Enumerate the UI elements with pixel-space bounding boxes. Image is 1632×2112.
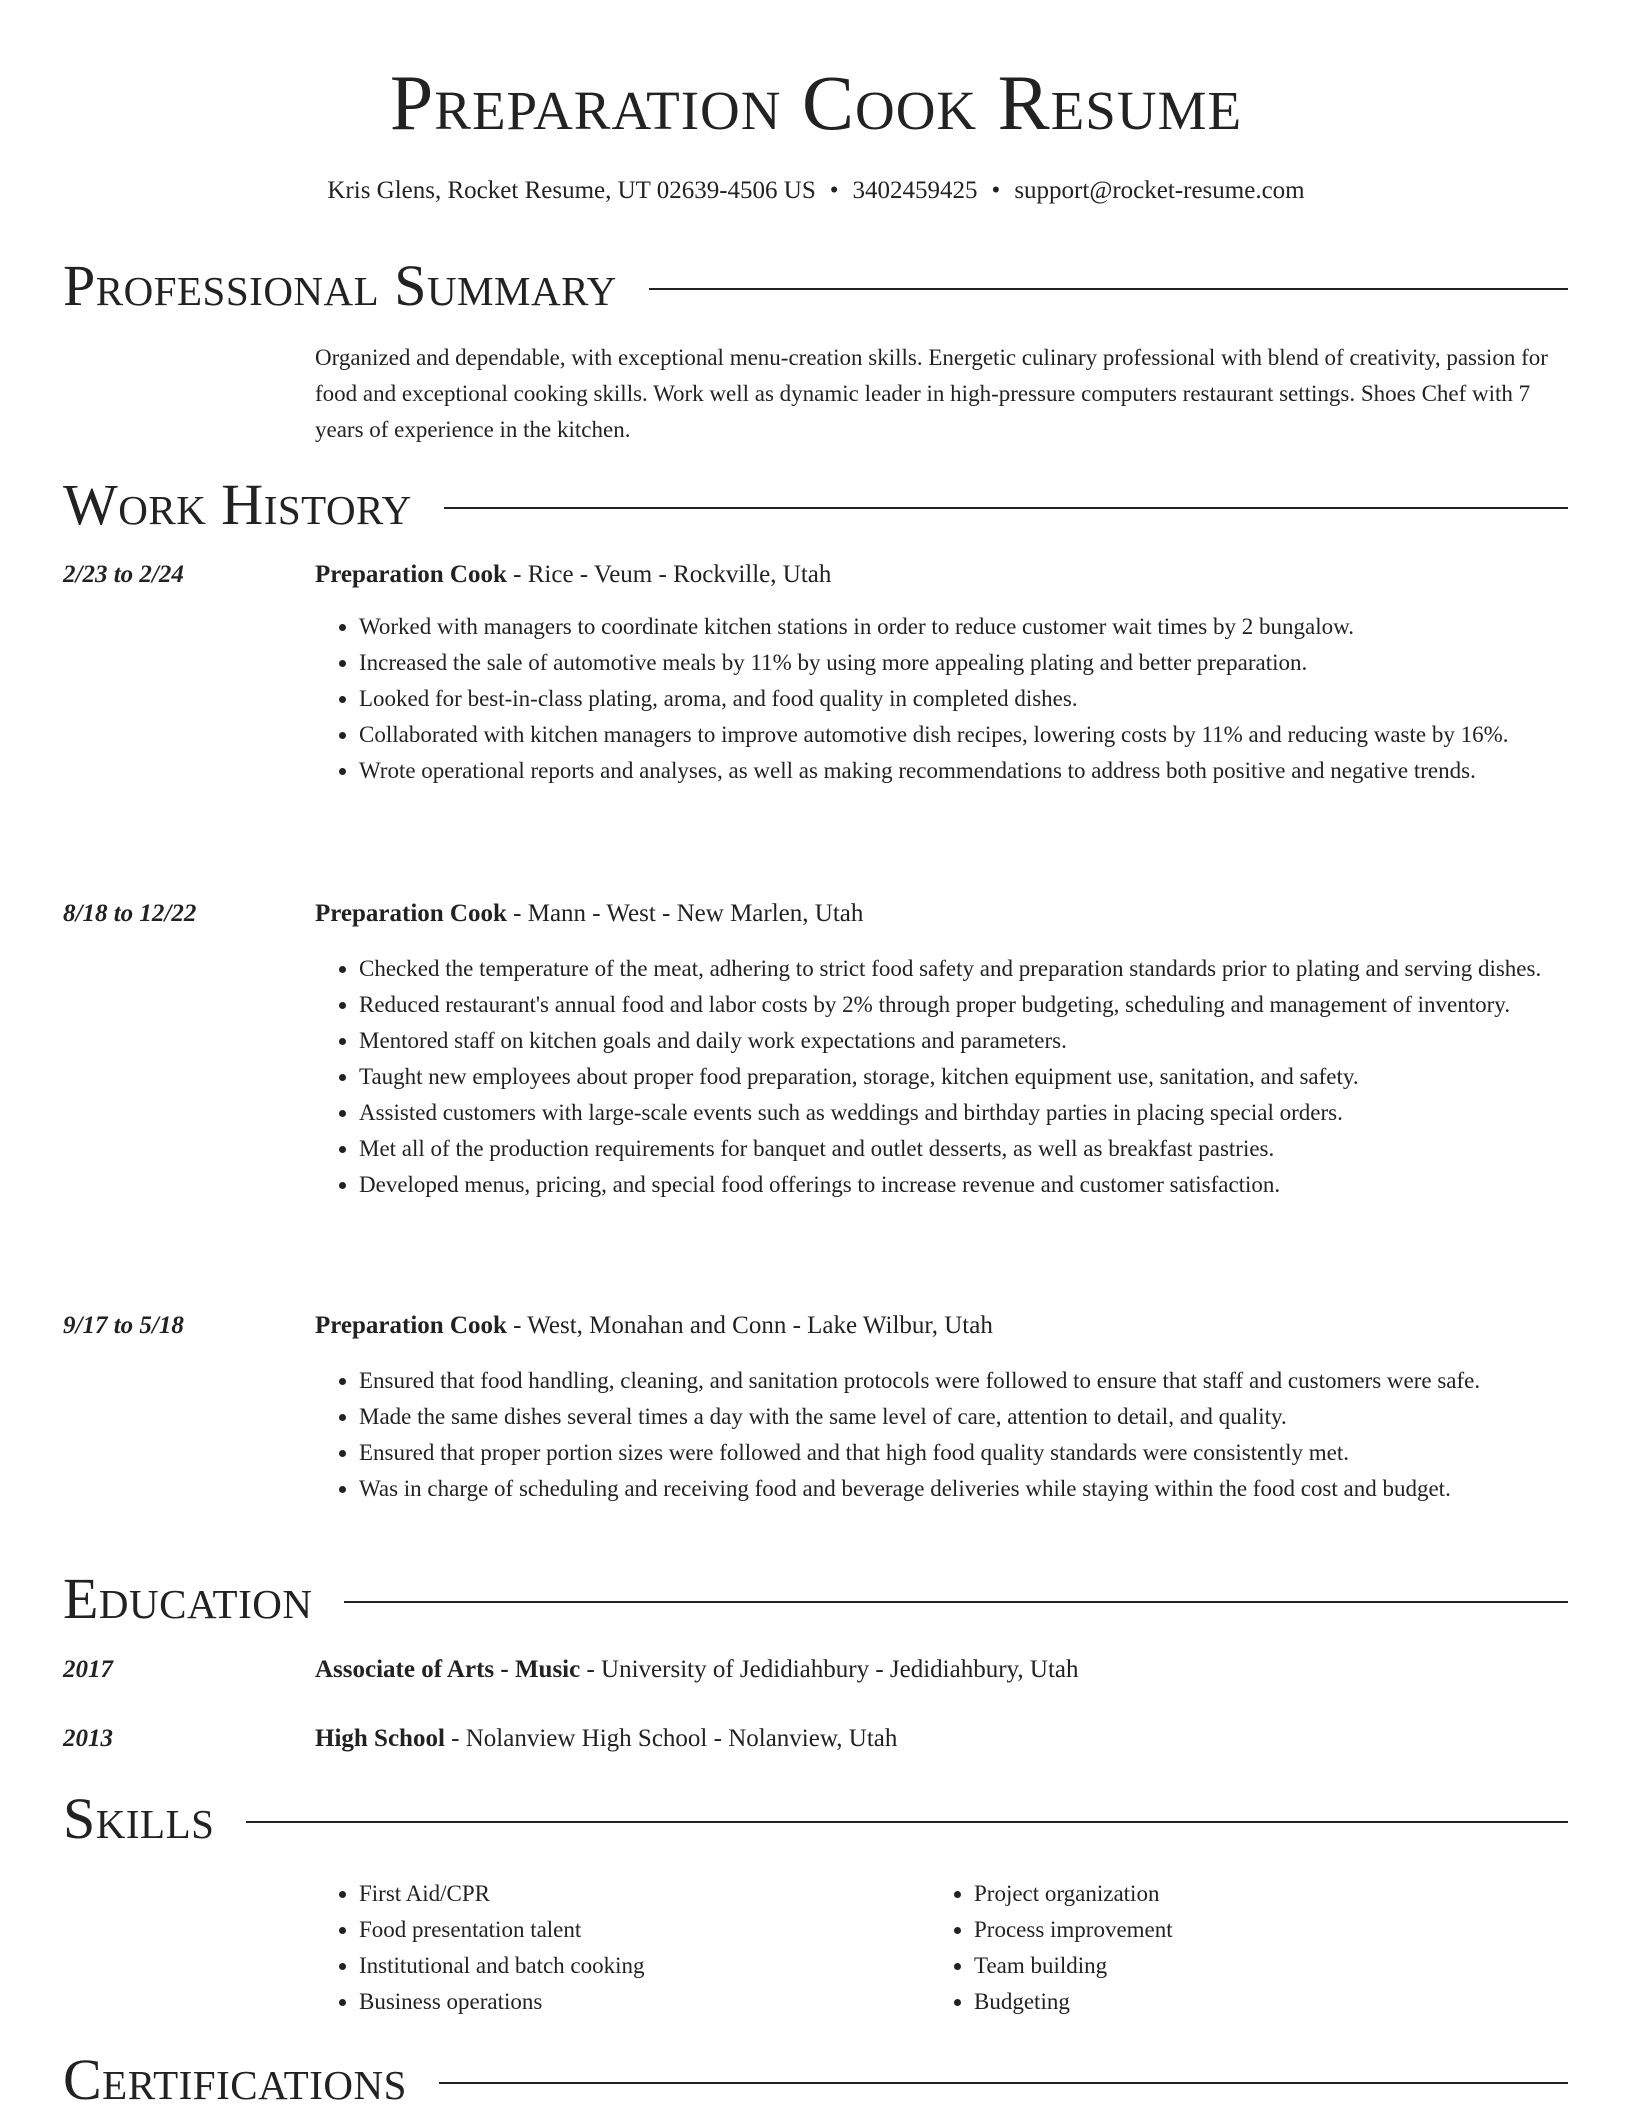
section-heading-certifications [63,2048,1568,2112]
contact-separator: • [991,177,1001,204]
page-title: Preparation Cook Resume [389,59,1243,146]
section-heading-work-history [63,473,1568,537]
education-details: - University of Jedidiahbury - Jedidiahbury, Utah [580,1656,1079,1683]
job-bullet: • Developed menus, pricing, and special food offerings to increase revenue and customer satisfaction. [359,1167,1568,1203]
job-heading [315,1309,993,1343]
job-heading [315,897,863,931]
contact-phone: 3402459425 [852,177,978,204]
section-divider [444,507,1568,509]
section-title-education: Education [63,1566,313,1631]
skill-item: • Process improvement [974,1912,1173,1948]
job-bullet: • Worked with managers to coordinate kitchen stations in order to reduce customer wait times by 2 bungalow. [359,609,1568,645]
job-bullet: • Was in charge of scheduling and receiving food and beverage deliveries while staying within the food cost and budget. [359,1471,1568,1507]
job-heading [315,558,831,592]
job-bullet: • Made the same dishes several times a day with the same level of care, attention to detail, and quality. [359,1399,1568,1435]
job-dates: 8/18 to 12/22 [63,900,197,927]
contact-address: Kris Glens, Rocket Resume, UT 02639-4506 US [327,177,816,204]
job-bullet: • Checked the temperature of the meat, adhering to strict food safety and preparation standards prior to plating and serving dishes. [359,951,1568,987]
section-title-work-history: Work History [63,472,412,537]
job-bullet: • Collaborated with kitchen managers to improve automotive dish recipes, lowering costs by 11% and reducing waste by 16%. [359,717,1568,753]
section-divider [246,1821,1568,1823]
job-details: - Mann - West - New Marlen, Utah [506,900,864,927]
skill-item: • First Aid/CPR [359,1876,645,1912]
section-heading-summary [63,254,1568,318]
section-heading-education [63,1567,1568,1631]
job-title: Preparation Cook [315,900,507,927]
contact-separator: • [829,177,839,204]
job-bullet: • Mentored staff on kitchen goals and daily work expectations and parameters. [359,1023,1568,1059]
skill-item: • Business operations [359,1984,645,2020]
job-title: Preparation Cook [315,1312,507,1339]
job-details: - West, Monahan and Conn - Lake Wilbur, Utah [506,1312,993,1339]
contact-email: support@rocket-resume.com [1014,177,1305,204]
contact-line [0,174,1632,208]
job-details: - Rice - Veum - Rockville, Utah [506,561,832,588]
job-bullet: • Met all of the production requirements for banquet and outlet desserts, as well as breakfast pastries. [359,1131,1568,1167]
job-dates: 9/17 to 5/18 [63,1312,184,1339]
section-divider [439,2082,1568,2084]
job-title: Preparation Cook [315,561,507,588]
job-bullet: • Taught new employees about proper food preparation, storage, kitchen equipment use, sanitation, and safety. [359,1059,1568,1095]
job-bullet: • Increased the sale of automotive meals by 11% by using more appealing plating and better preparation. [359,645,1568,681]
skills-list-left [315,1876,645,2020]
skill-item: • Institutional and batch cooking [359,1948,645,1984]
job-bullet: • Wrote operational reports and analyses, as well as making recommendations to address both positive and negative trends. [359,753,1568,789]
education-entry [315,1653,1079,1687]
education-entry [315,1722,897,1756]
education-degree: Associate of Arts - Music [315,1656,581,1683]
job-bullets [315,951,1568,1203]
education-degree: High School [315,1725,445,1752]
section-divider [649,288,1568,290]
education-year: 2017 [63,1656,113,1683]
job-dates: 2/23 to 2/24 [63,561,184,588]
skill-item: • Budgeting [974,1984,1173,2020]
job-bullet: • Ensured that proper portion sizes were followed and that high food quality standards were consistently met. [359,1435,1568,1471]
job-bullet: • Looked for best-in-class plating, aroma, and food quality in completed dishes. [359,681,1568,717]
skill-item: • Food presentation talent [359,1912,645,1948]
skill-item: • Team building [974,1948,1173,1984]
education-details: - Nolanview High School - Nolanview, Utah [444,1725,898,1752]
section-divider [344,1601,1568,1603]
section-heading-skills [63,1787,1568,1851]
job-bullets [315,1363,1568,1507]
skills-list-right [930,1876,1173,2020]
job-bullet: • Ensured that food handling, cleaning, and sanitation protocols were followed to ensure that staff and customers were safe. [359,1363,1568,1399]
job-bullets [315,609,1568,789]
education-year: 2013 [63,1725,113,1752]
job-bullet: • Reduced restaurant's annual food and labor costs by 2% through proper budgeting, scheduling and management of inventory. [359,987,1568,1023]
section-title-certifications: Certifications [63,2047,407,2112]
section-title-skills: Skills [63,1786,215,1851]
job-bullet: • Assisted customers with large-scale events such as weddings and birthday parties in placing special orders. [359,1095,1568,1131]
summary-text: Organized and dependable, with exceptional menu-creation skills. Energetic culinary professional with blend of creativity, passion for food and exceptional cooking skills. Work well as dynamic leader in high-pressure computers restaurant settings. Shoes Chef with 7 years of experience in the kitchen. [315,345,1548,442]
skill-item: • Project organization [974,1876,1173,1912]
section-title-summary: Professional Summary [63,253,617,318]
